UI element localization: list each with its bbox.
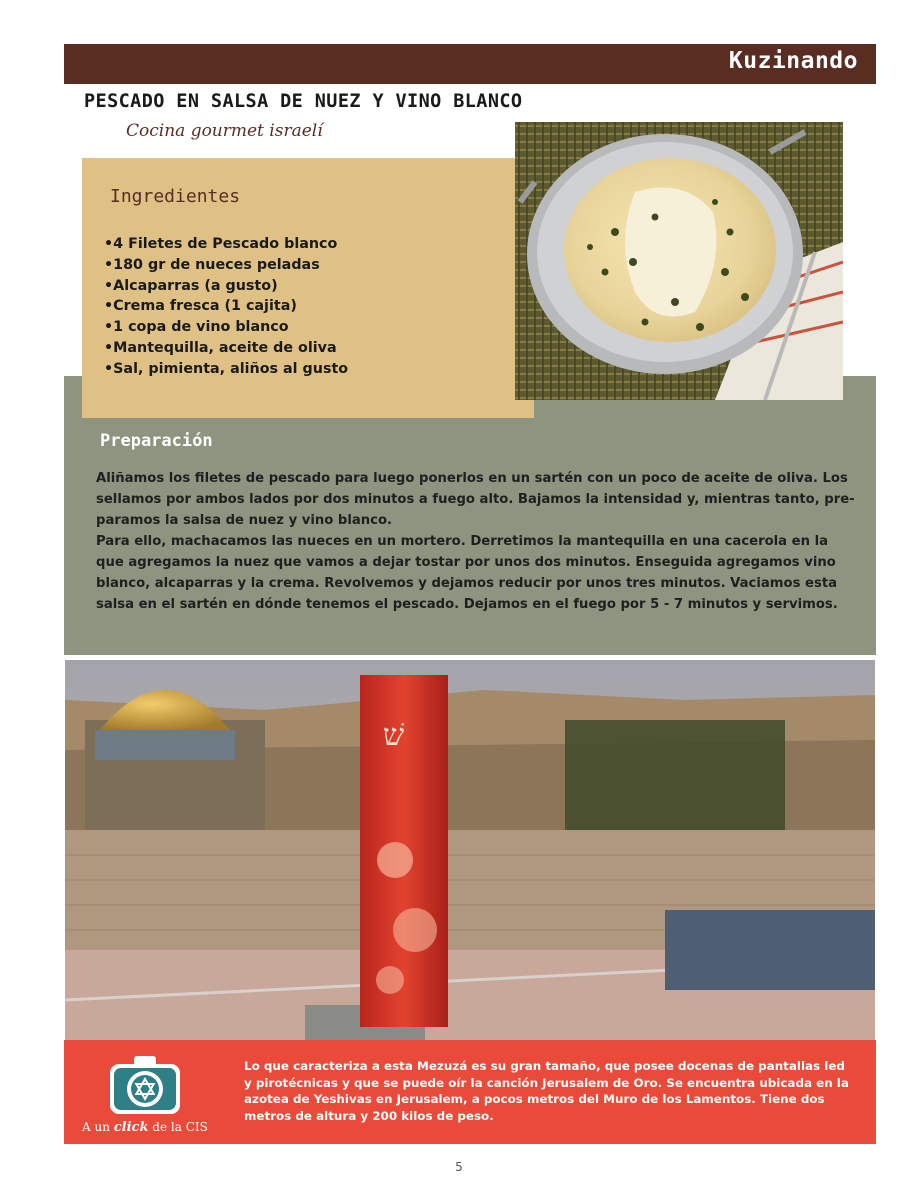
camera-icon — [108, 1054, 182, 1116]
ingredient-item: • Crema fresca (1 cajita) — [104, 296, 348, 317]
ingredients-heading: Ingredientes — [110, 186, 241, 207]
ingredient-item: • Mantequilla, aceite de oliva — [104, 338, 348, 359]
ingredient-item: • Alcaparras (a gusto) — [104, 276, 348, 297]
page-number: 5 — [455, 1160, 463, 1174]
recipe-title: PESCADO EN SALSA DE NUEZ Y VINO BLANCO — [84, 91, 523, 112]
photo-caption-text: Lo que caracteriza a esta Mezuzá es su gran tamaño, que posee docenas de pantallas led y pirotécnicas y que se puede oír la canción Jerusalem de Oro. Se encuentra ubicada en la azotea de Yeshivas en Jerusalem, a pocos metros del Muro de los Lamentos. Tiene dos metros de altura y 200 kilos de peso. — [244, 1059, 849, 1123]
section-header-bar — [64, 44, 876, 84]
dish-photo — [515, 122, 843, 400]
photo-caption-bar — [64, 1040, 876, 1144]
preparation-paragraph: Aliñamos los filetes de pescado para luego ponerlos en un sartén con un poco de aceite de oliva. Los sellamos por ambos lados por dos minutos a fuego alto. Bajamos la intensidad y, mientras tanto, pre-paramos la salsa de nuez y vino blanco. — [96, 471, 855, 528]
preparation-text — [96, 468, 860, 615]
section-label: Kuzinando — [728, 48, 858, 74]
recipe-subtitle: Cocina gourmet israelí — [126, 121, 323, 141]
preparation-heading: Preparación — [100, 431, 213, 451]
ingredient-item: • 1 copa de vino blanco — [104, 317, 348, 338]
photo-credit: A un click de la CIS — [82, 1120, 208, 1135]
ingredient-item: • Sal, pimienta, aliños al gusto — [104, 359, 348, 380]
ingredient-item: • 4 Filetes de Pescado blanco — [104, 234, 348, 255]
ingredient-item: • 180 gr de nueces peladas — [104, 255, 348, 276]
ingredients-box — [82, 158, 534, 418]
mezuza-letter: שׁ — [383, 718, 405, 753]
ingredients-list — [104, 234, 348, 380]
mezuza-photo — [65, 660, 875, 1042]
preparation-paragraph: Para ello, machacamos las nueces en un mortero. Derretimos la mantequilla en una cacerola en la que agregamos la nuez que vamos a dejar tostar por unos dos minutos. Enseguida agregamos vino blanco, alcaparras y la crema. Revolvemos y dejamos reducir por unos tres minutos. Vaciamos esta salsa en el sartén en dónde tenemos el pescado. Dejamos en el fuego por 5 - 7 minutos y servimos. — [96, 534, 838, 612]
